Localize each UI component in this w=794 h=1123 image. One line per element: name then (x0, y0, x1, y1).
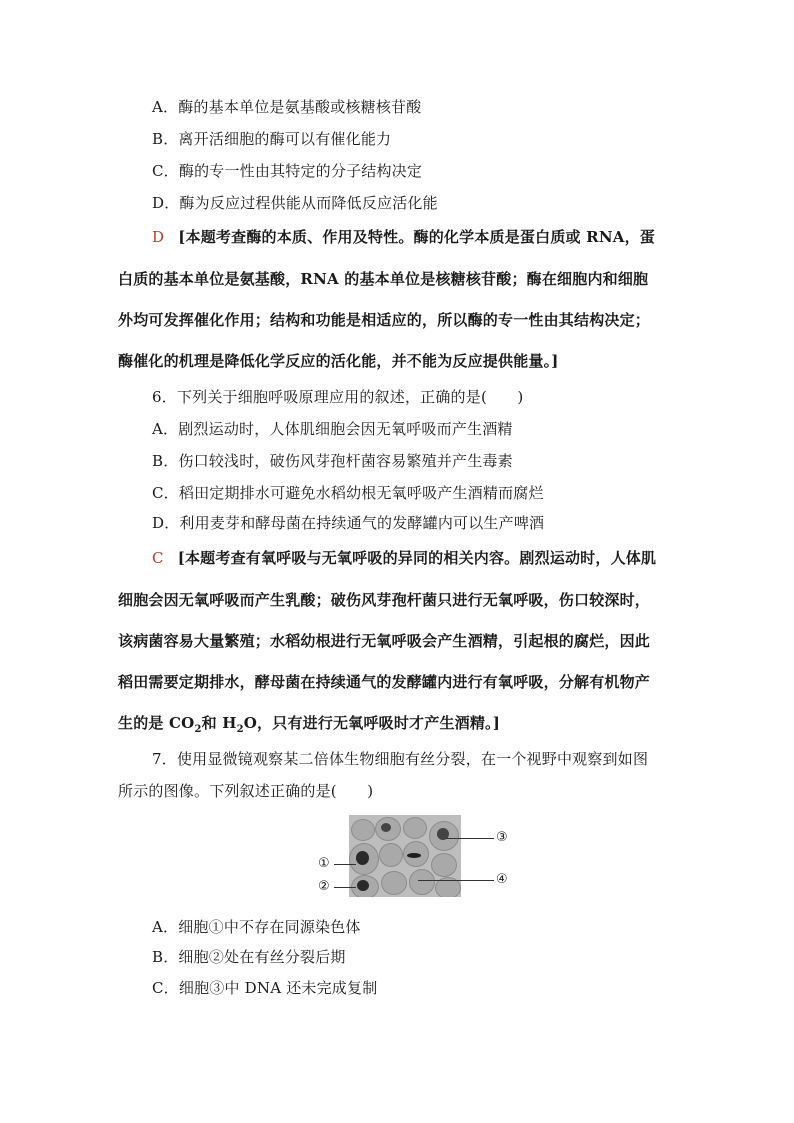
q5-explanation-line2: 白质的基本单位是氨基酸，RNA 的基本单位是核糖核苷酸；酶在细胞内和细胞 (118, 270, 649, 288)
figure-label-2: ② (318, 879, 330, 894)
figure-label-4: ④ (496, 872, 508, 887)
figure-label-1: ① (318, 856, 330, 871)
q7-stem-line1: 7．使用显微镜观察某二倍体生物细胞有丝分裂，在一个视野中观察到如图 (152, 750, 649, 768)
figure-label-3: ③ (496, 830, 508, 845)
q6-explanation-line4: 稻田需要定期排水，酵母菌在持续通气的发酵罐内进行有氧呼吸，分解有机物产 (118, 673, 651, 691)
q6-explanation-line3: 该病菌容易大量繁殖；水稻幼根进行无氧呼吸会产生酒精，引起根的腐烂，因此 (118, 632, 651, 650)
q6-stem: 6．下列关于细胞呼吸原理应用的叙述，正确的是( ) (152, 388, 524, 406)
q5-option-d: D．酶为反应过程供能从而降低反应活化能 (152, 194, 438, 212)
q5-explanation-text1: [本题考查酶的本质、作用及特性。酶的化学本质是蛋白质或 RNA，蛋 (178, 228, 655, 246)
q7-stem-line2: 所示的图像。下列叙述正确的是( ) (118, 782, 374, 800)
q6-explanation-line5 (118, 712, 500, 735)
q5-answer-letter: D (152, 228, 165, 246)
q6-option-a: A．剧烈运动时，人体肌细胞会因无氧呼吸而产生酒精 (152, 420, 513, 438)
q5-explanation-line4: 酶催化的机理是降低化学反应的活化能，并不能为反应提供能量。] (118, 352, 559, 370)
q6-answer-letter: C (152, 549, 164, 567)
q6-explanation-line1 (152, 547, 656, 568)
leader-line-4 (418, 880, 494, 881)
q6-exp5-a: 生的是 CO (118, 714, 195, 732)
h2o-subscript: 2 (236, 724, 244, 735)
q6-exp5-c: O，只有进行无氧呼吸时才产生酒精。] (243, 714, 501, 732)
co2-subscript: 2 (194, 724, 202, 735)
q7-option-a: A．细胞①中不存在同源染色体 (152, 918, 361, 936)
q5-explanation-line3: 外均可发挥催化作用；结构和功能是相适应的，所以酶的专一性由其结构决定； (118, 311, 651, 329)
q7-option-c: C．细胞③中 DNA 还未完成复制 (152, 979, 378, 997)
q5-explanation-line1 (152, 226, 655, 247)
q6-explanation-line2: 细胞会因无氧呼吸而产生乳酸；破伤风芽孢杆菌只进行无氧呼吸，伤口较深时， (118, 591, 651, 609)
q6-option-d: D．利用麦芽和酵母菌在持续通气的发酵罐内可以生产啤酒 (152, 514, 545, 532)
q5-option-a: A．酶的基本单位是氨基酸或核糖核苷酸 (152, 98, 422, 116)
q7-option-b: B．细胞②处在有丝分裂后期 (152, 948, 346, 966)
micrograph-image (349, 815, 461, 897)
leader-line-3 (446, 838, 494, 839)
leader-line-1 (334, 864, 356, 865)
q6-option-c: C．稻田定期排水可避免水稻幼根无氧呼吸产生酒精而腐烂 (152, 484, 544, 502)
q5-option-c: C．酶的专一性由其特定的分子结构决定 (152, 162, 423, 180)
leader-line-2 (334, 887, 356, 888)
q6-explanation-text1: [本题考查有氧呼吸与无氧呼吸的异同的相关内容。剧烈运动时，人体肌 (177, 549, 657, 567)
q6-exp5-b: 和 H (201, 714, 237, 732)
q6-option-b: B．伤口较浅时，破伤风芽孢杆菌容易繁殖并产生毒素 (152, 452, 513, 470)
q5-option-b: B．离开活细胞的酶可以有催化能力 (152, 130, 392, 148)
